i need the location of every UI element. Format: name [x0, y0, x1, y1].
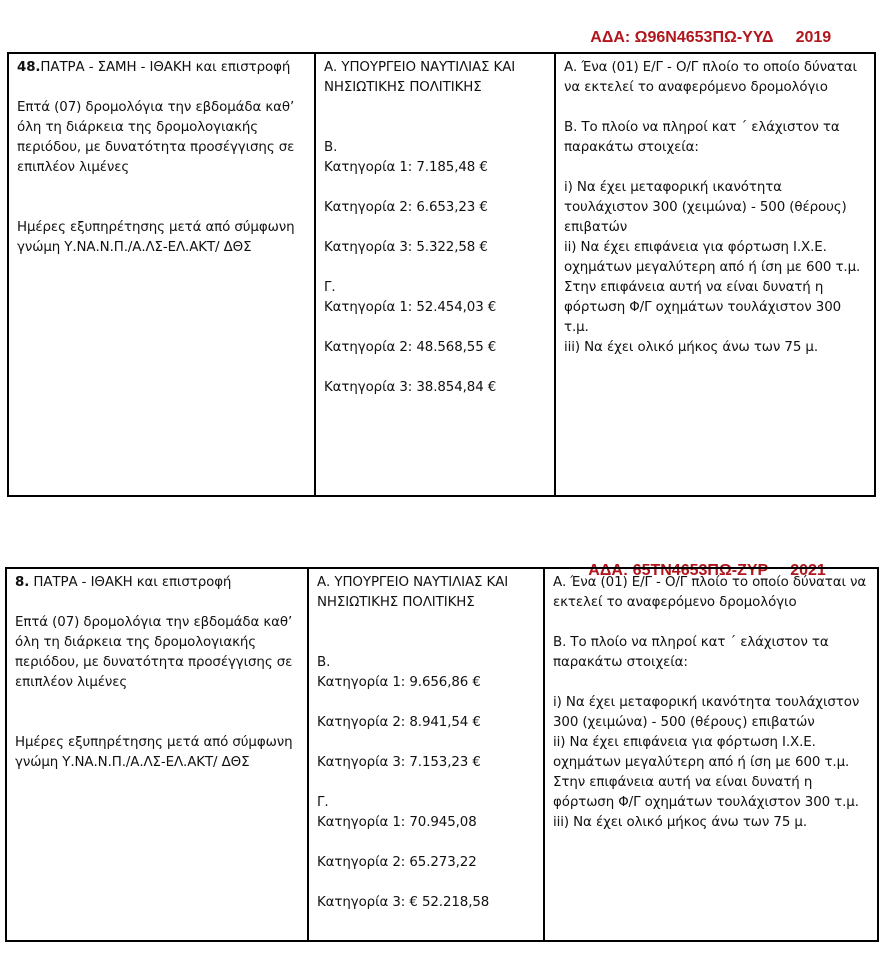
- group-c-label: Γ.: [324, 280, 336, 295]
- route-table-2021: [5, 567, 879, 942]
- requirement-item: i) Να έχει μεταφορική ικανότητα τουλάχιστον 300 (χειμώνα) - 500 (θέρους) επιβατών: [564, 180, 847, 235]
- price-cell: [314, 54, 554, 495]
- price-b-cat3: Κατηγορία 3: 7.153,23 €: [317, 755, 481, 770]
- route-number: 48.: [17, 60, 41, 75]
- route-service-days: Ημέρες εξυπηρέτησης μετά από σύμφωνη γνώμη Υ.ΝΑ.Ν.Π./Α.ΛΣ-ΕΛ.ΑΚΤ/ ΔΘΣ: [17, 220, 295, 255]
- requirement-item: ii) Να έχει επιφάνεια για φόρτωση Ι.Χ.Ε. οχημάτων μεγαλύτερη από ή ίση με 600 τ.μ. Στην επιφάνεια αυτή να είναι δυνατή η φόρτωση Φ/Γ οχημάτων τουλάχιστον 300 τ.μ.: [564, 240, 861, 335]
- price-b-cat2: Κατηγορία 2: 8.941,54 €: [317, 715, 481, 730]
- ada-code: ΑΔΑ: 65ΤΝ4653ΠΩ-ΖΥΡ: [588, 562, 769, 579]
- ada-year: 2019: [795, 29, 832, 46]
- price-b-cat3: Κατηγορία 3: 5.322,58 €: [324, 240, 488, 255]
- requirement-item: iii) Να έχει ολικό μήκος άνω των 75 μ.: [553, 815, 807, 830]
- price-cell: [307, 569, 543, 940]
- price-c-cat3: Κατηγορία 3: € 52.218,58: [317, 895, 490, 910]
- route-number: 8.: [15, 575, 30, 590]
- price-c-cat3: Κατηγορία 3: 38.854,84 €: [324, 380, 497, 395]
- route-frequency: Επτά (07) δρομολόγια την εβδομάδα καθ’ όλη τη διάρκεια της δρομολογιακής περιόδου, με δυνατότητα προσέγγισης σε επιπλέον λιμένες: [15, 615, 293, 690]
- authority: Α. ΥΠΟΥΡΓΕΙΟ ΝΑΥΤΙΛΙΑΣ ΚΑΙ ΝΗΣΙΩΤΙΚΗΣ ΠΟΛΙΤΙΚΗΣ: [317, 575, 509, 610]
- ada-year: 2021: [790, 562, 826, 579]
- route-table-2019: [7, 52, 876, 497]
- route-service-days: Ημέρες εξυπηρέτησης μετά από σύμφωνη γνώμη Υ.ΝΑ.Ν.Π./Α.ΛΣ-ΕΛ.ΑΚΤ/ ΔΘΣ: [15, 735, 293, 770]
- route-name: ΠΑΤΡΑ - ΙΘΑΚΗ και επιστροφή: [29, 575, 232, 590]
- requirement-b: Β. Το πλοίο να πληροί κατ ΄ ελάχιστον τα παρακάτω στοιχεία:: [553, 635, 829, 670]
- price-c-cat1: Κατηγορία 1: 52.454,03 €: [324, 300, 497, 315]
- requirements-cell: [543, 569, 877, 940]
- route-name: ΠΑΤΡΑ - ΣΑΜΗ - ΙΘΑΚΗ και επιστροφή: [40, 60, 291, 75]
- price-b-cat1: Κατηγορία 1: 9.656,86 €: [317, 675, 481, 690]
- ada-code: ΑΔΑ: Ω96Ν4653ΠΩ-ΥΥΔ: [590, 29, 774, 46]
- group-b-label: Β.: [324, 140, 338, 155]
- requirements-cell: [554, 54, 874, 495]
- authority: Α. ΥΠΟΥΡΓΕΙΟ ΝΑΥΤΙΛΙΑΣ ΚΑΙ ΝΗΣΙΩΤΙΚΗΣ ΠΟΛΙΤΙΚΗΣ: [324, 60, 516, 95]
- requirement-item: ii) Να έχει επιφάνεια για φόρτωση Ι.Χ.Ε. οχημάτων μεγαλύτερη από ή ίση με 600 τ.μ. Στην επιφάνεια αυτή να είναι δυνατή η φόρτωση Φ/Γ οχημάτων τουλάχιστον 300 τ.μ.: [553, 735, 859, 810]
- requirement-b: Β. Το πλοίο να πληροί κατ ΄ ελάχιστον τα παρακάτω στοιχεία:: [564, 120, 840, 155]
- price-c-cat2: Κατηγορία 2: 65.273,22: [317, 855, 477, 870]
- requirement-item: i) Να έχει μεταφορική ικανότητα τουλάχιστον 300 (χειμώνα) - 500 (θέρους) επιβατών: [553, 695, 860, 730]
- requirement-item: iii) Να έχει ολικό μήκος άνω των 75 μ.: [564, 340, 818, 355]
- ada-header-2019: [582, 11, 831, 47]
- price-b-cat2: Κατηγορία 2: 6.653,23 €: [324, 200, 488, 215]
- route-frequency: Επτά (07) δρομολόγια την εβδομάδα καθ’ όλη τη διάρκεια της δρομολογιακής περιόδου, με δυνατότητα προσέγγισης σε επιπλέον λιμένες: [17, 100, 295, 175]
- route-cell: [7, 569, 307, 940]
- price-c-cat1: Κατηγορία 1: 70.945,08: [317, 815, 477, 830]
- price-c-cat2: Κατηγορία 2: 48.568,55 €: [324, 340, 497, 355]
- group-c-label: Γ.: [317, 795, 329, 810]
- requirement-a: Α. Ένα (01) Ε/Γ - Ο/Γ πλοίο το οποίο δύναται να εκτελεί το αναφερόμενο δρομολόγιο: [564, 60, 857, 95]
- price-b-cat1: Κατηγορία 1: 7.185,48 €: [324, 160, 488, 175]
- group-b-label: Β.: [317, 655, 331, 670]
- requirement-a: Α. Ένα (01) Ε/Γ - Ο/Γ πλοίο το οποίο δύναται να εκτελεί το αναφερόμενο δρομολόγιο: [553, 575, 867, 610]
- route-cell: [9, 54, 314, 495]
